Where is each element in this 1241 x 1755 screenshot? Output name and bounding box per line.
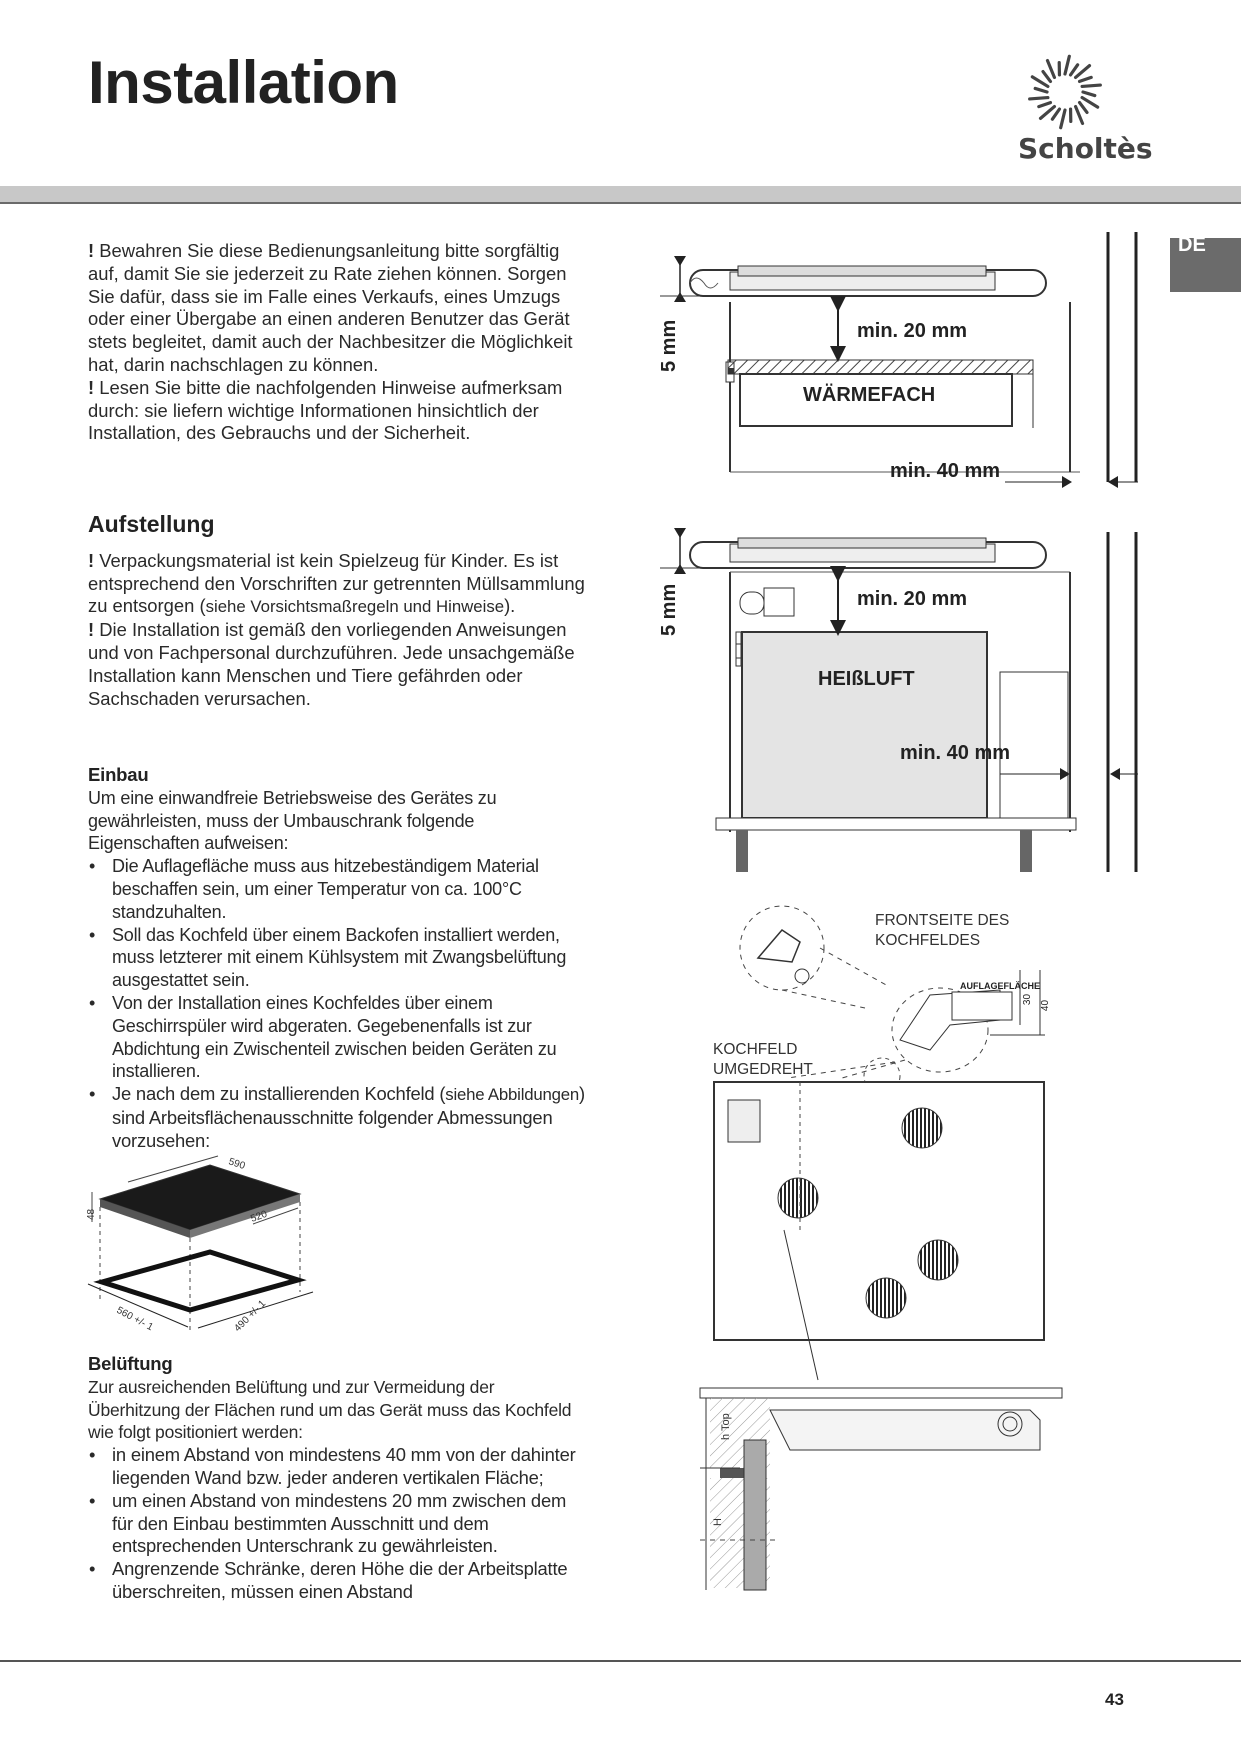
logo-ray bbox=[1061, 110, 1065, 128]
list-item: • Je nach dem zu installierenden Kochfeld (siehe Abbildungen) sind Arbeitsflächenausschnitte folgender Abmessungen vorzusehen: bbox=[88, 1083, 588, 1152]
logo-ray bbox=[1030, 98, 1048, 99]
logo-ray bbox=[1080, 103, 1087, 113]
list-item: • Von der Installation eines Kochfeldes über einem Geschirrspüler wird abgeraten. Gegebenenfalls ist zur Abdichtung ein Zwischenteil zwischen beiden Geräten zu installieren. bbox=[88, 992, 588, 1083]
bracket-dim-30: 30 bbox=[1022, 993, 1034, 1006]
diagram2-oven-label: HEIßLUFT bbox=[818, 668, 915, 690]
brand-name: Scholtès bbox=[1018, 132, 1153, 165]
support-surface-label: AUFLAGEFLÄCHE bbox=[960, 981, 1040, 991]
belueftung-intro: Zur ausreichenden Belüftung und zur Vermeidung der Überhitzung der Flächen rund um das Gerät muss das Kochfeld wie folgt positioniert werden: bbox=[88, 1376, 572, 1443]
section-h-label: H bbox=[712, 1518, 724, 1526]
logo-ray bbox=[1076, 107, 1083, 124]
logo-ray bbox=[1043, 72, 1050, 82]
aufstellung-heading: Aufstellung bbox=[88, 511, 215, 537]
language-tab: DE bbox=[1170, 238, 1241, 292]
list-item: • Soll das Kochfeld über einem Backofen installiert werden, muss letzterer mit einem Kühlsystem mit Zwangsbelüftung ausgestattet sein. bbox=[88, 924, 588, 992]
aufstellung-paragraph-2: ! Die Installation ist gemäß den vorliegenden Anweisungen und von Fachpersonal durchzuführen. Jede unsachgemäße Installation kann Menschen und Tiere gefährden oder Sachschaden verursachen. bbox=[88, 619, 575, 709]
einbau-heading: Einbau bbox=[88, 764, 149, 785]
intro-paragraph-1: ! Bewahren Sie diese Bedienungsanleitung bitte sorgfältig auf, damit Sie sie jederzeit zu Rate ziehen können. Sorgen Sie dafür, dass sie im Falle eines Verkaufs, eines Umzugs oder einer Übergabe an einen anderen Benutzer das Gerät stets begleitet, damit auch der Nachbesitzer die Möglichkeit hat, darin nachschlagen zu können. bbox=[88, 240, 573, 375]
intro-section bbox=[88, 240, 588, 445]
header-divider bbox=[0, 186, 1241, 204]
diagram1-back-gap-label: min. 40 mm bbox=[890, 460, 1001, 482]
list-item: • Die Auflagefläche muss aus hitzebeständigem Material beschaffen sein, um einer Temperatur von ca. 100°C standzuhalten. bbox=[88, 855, 588, 923]
front-side-label: FRONTSEITE DES KOCHFELDES bbox=[875, 912, 1010, 949]
logo-ray bbox=[1032, 77, 1048, 87]
logo-ray bbox=[1071, 65, 1078, 75]
bracket-dim-40: 40 bbox=[1040, 999, 1052, 1012]
flipped-hob-label: KOCHFELD UMGEDREHT bbox=[713, 1041, 813, 1078]
einbau-list bbox=[88, 855, 588, 1152]
belueftung-section bbox=[88, 1353, 588, 1604]
logo-ray bbox=[1052, 109, 1059, 119]
diagram1-side-gap-label: 5 mm bbox=[658, 319, 680, 372]
ventilation-diagram-fan-oven bbox=[660, 532, 1130, 882]
list-item: • Angrenzende Schränke, deren Höhe die der Arbeitsplatte überschreiten, müssen einen Abstand bbox=[88, 1558, 588, 1604]
logo-ray bbox=[1039, 103, 1051, 107]
diagram2-back-gap-label: min. 40 mm bbox=[900, 742, 1011, 764]
cutout-height-label: 48 bbox=[86, 1208, 97, 1220]
diagram2-top-gap-label: min. 20 mm bbox=[857, 588, 968, 610]
list-item: • in einem Abstand von mindestens 40 mm von der dahinter liegenden Wand bzw. jeder anderen vertikalen Fläche; bbox=[88, 1444, 588, 1490]
einbau-section bbox=[88, 764, 588, 1153]
cutout-width-label: 590 bbox=[227, 1156, 247, 1173]
aufstellung-paragraph-1: ! Verpackungsmaterial ist kein Spielzeug für Kinder. Es ist entsprechend den Vorschriften zur getrennten Müllsammlung zu entsorgen (siehe Vorsichtsmaßregeln und Hinweise). bbox=[88, 549, 585, 617]
diagram1-drawer-label: WÄRMEFACH bbox=[803, 384, 936, 406]
logo-ray bbox=[1082, 98, 1098, 108]
belueftung-list bbox=[88, 1444, 588, 1604]
cutout-cut-width-label: 560 +/- 1 bbox=[114, 1304, 155, 1334]
einbau-intro: Um eine einwandfreie Betriebsweise des Gerätes zu gewährleisten, muss der Umbauschrank folgende Eigenschaften aufweisen: bbox=[88, 787, 497, 854]
logo-ray bbox=[1080, 77, 1092, 81]
belueftung-heading: Belüftung bbox=[88, 1353, 173, 1374]
logo-ray bbox=[1083, 92, 1095, 96]
aufstellung-section bbox=[88, 513, 588, 710]
mounting-bracket-diagram bbox=[700, 900, 1070, 1630]
diagram1-top-gap-label: min. 20 mm bbox=[857, 320, 968, 342]
intro-paragraph-2: ! Lesen Sie bitte die nachfolgenden Hinweise aufmerksam durch: sie liefern wichtige Informationen hinsichtlich der Installation, des Gebrauchs und der Sicherheit. bbox=[88, 376, 563, 444]
logo-ray bbox=[1065, 56, 1069, 74]
page-title: Installation bbox=[88, 49, 399, 116]
cutout-cut-depth-label: 490 +/- 1 bbox=[232, 1298, 269, 1335]
logo-ray bbox=[1047, 61, 1054, 78]
section-h-top-label: h Top bbox=[720, 1413, 732, 1440]
list-item: • um einen Abstand von mindestens 20 mm zwischen dem für den Einbau bestimmten Ausschnitt und dem entsprechenden Unterschrank zu gewährleisten. bbox=[88, 1490, 588, 1558]
page-number: 43 bbox=[1105, 1690, 1124, 1709]
diagram2-side-gap-label: 5 mm bbox=[658, 583, 680, 636]
cutout-depth-label: 520 bbox=[249, 1208, 269, 1225]
footer-divider bbox=[0, 1660, 1241, 1662]
cutout-dimension-diagram bbox=[88, 1152, 318, 1342]
logo-ray bbox=[1082, 85, 1100, 86]
logo-ray bbox=[1035, 88, 1047, 92]
